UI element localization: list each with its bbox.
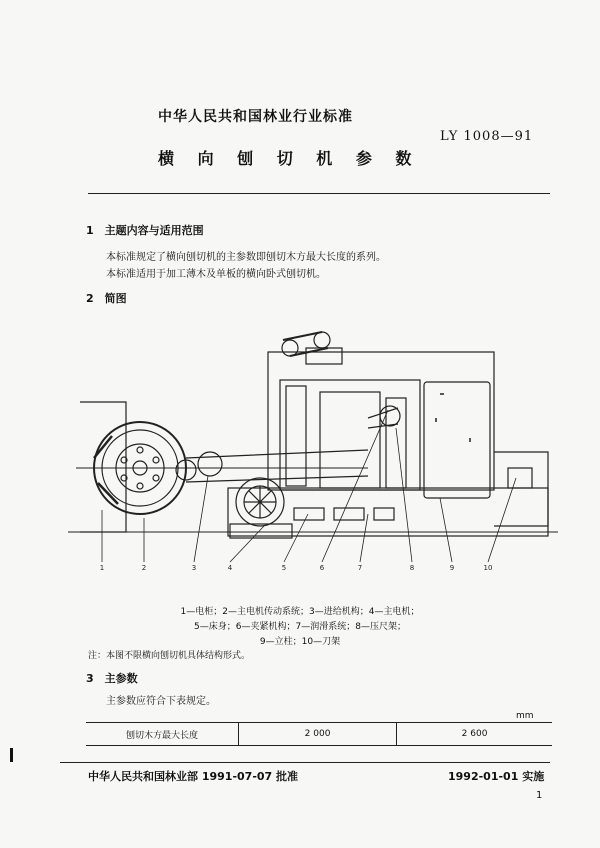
electric-cabinet-outline [80,402,126,532]
header-divider [88,193,550,194]
main-parameter-table [86,722,552,746]
callout-6: 6 [319,564,325,572]
section-2-heading: 2 简图 [86,292,127,305]
table-row [86,723,552,746]
callout-1: 1 [99,564,105,572]
callout-9: 9 [449,564,455,572]
table-cell-value: 2 600 [397,723,552,746]
top-pulley-right [314,332,330,348]
callout-10: 10 [483,564,493,572]
callout-2: 2 [141,564,147,572]
standard-number: LY 1008—91 [440,129,534,144]
approval-line: 中华人民共和国林业部 1991-07-07 批准 [88,770,299,783]
page-number: 1 [536,790,543,801]
pressure-bar-roller [380,406,400,426]
machine-diagram [68,318,558,590]
figure-legend-line-1: 1—电柜；2—主电机传动系统；3—进给机构；4—主电机； [180,607,420,617]
section-1-paragraph-1: 本标准规定了横向刨切机的主参数即刨切木方最大长度的系列。 [106,252,386,263]
footer-divider [60,762,550,763]
knife-carrier [424,382,490,498]
effective-date: 1992-01-01 实施 [448,770,545,783]
unit-label: mm [516,711,534,721]
callout-3: 3 [191,564,197,572]
top-pulley-left [282,340,298,356]
figure-note: 注：本图不限横向刨切机具体结构形式。 [88,651,251,661]
feed-wheel-2 [198,452,222,476]
callout-4: 4 [227,564,233,572]
section-3-intro: 主参数应符合下表规定。 [106,696,216,707]
callout-8: 8 [409,564,415,572]
table-row-label: 刨切木方最大长度 [86,723,239,746]
figure-legend-line-2: 5—床身；6—夹紧机构；7—润滑系统；8—压尺架； [194,622,406,632]
document-title: 横 向 刨 切 机 参 数 [158,149,421,168]
section-1-heading: 1 主题内容与适用范围 [86,224,204,237]
table-cell-value: 2 000 [239,723,397,746]
callout-5: 5 [281,564,287,572]
section-3-heading: 3 主参数 [86,672,138,685]
machine-bed [228,488,548,536]
scan-margin-mark [10,748,13,762]
callout-7: 7 [357,564,363,572]
figure-legend-line-3: 9—立柱；10—刀架 [259,637,341,647]
issuing-body-title: 中华人民共和国林业行业标准 [158,109,353,125]
section-1-paragraph-2: 本标准适用于加工薄木及单板的横向卧式刨切机。 [106,269,326,280]
